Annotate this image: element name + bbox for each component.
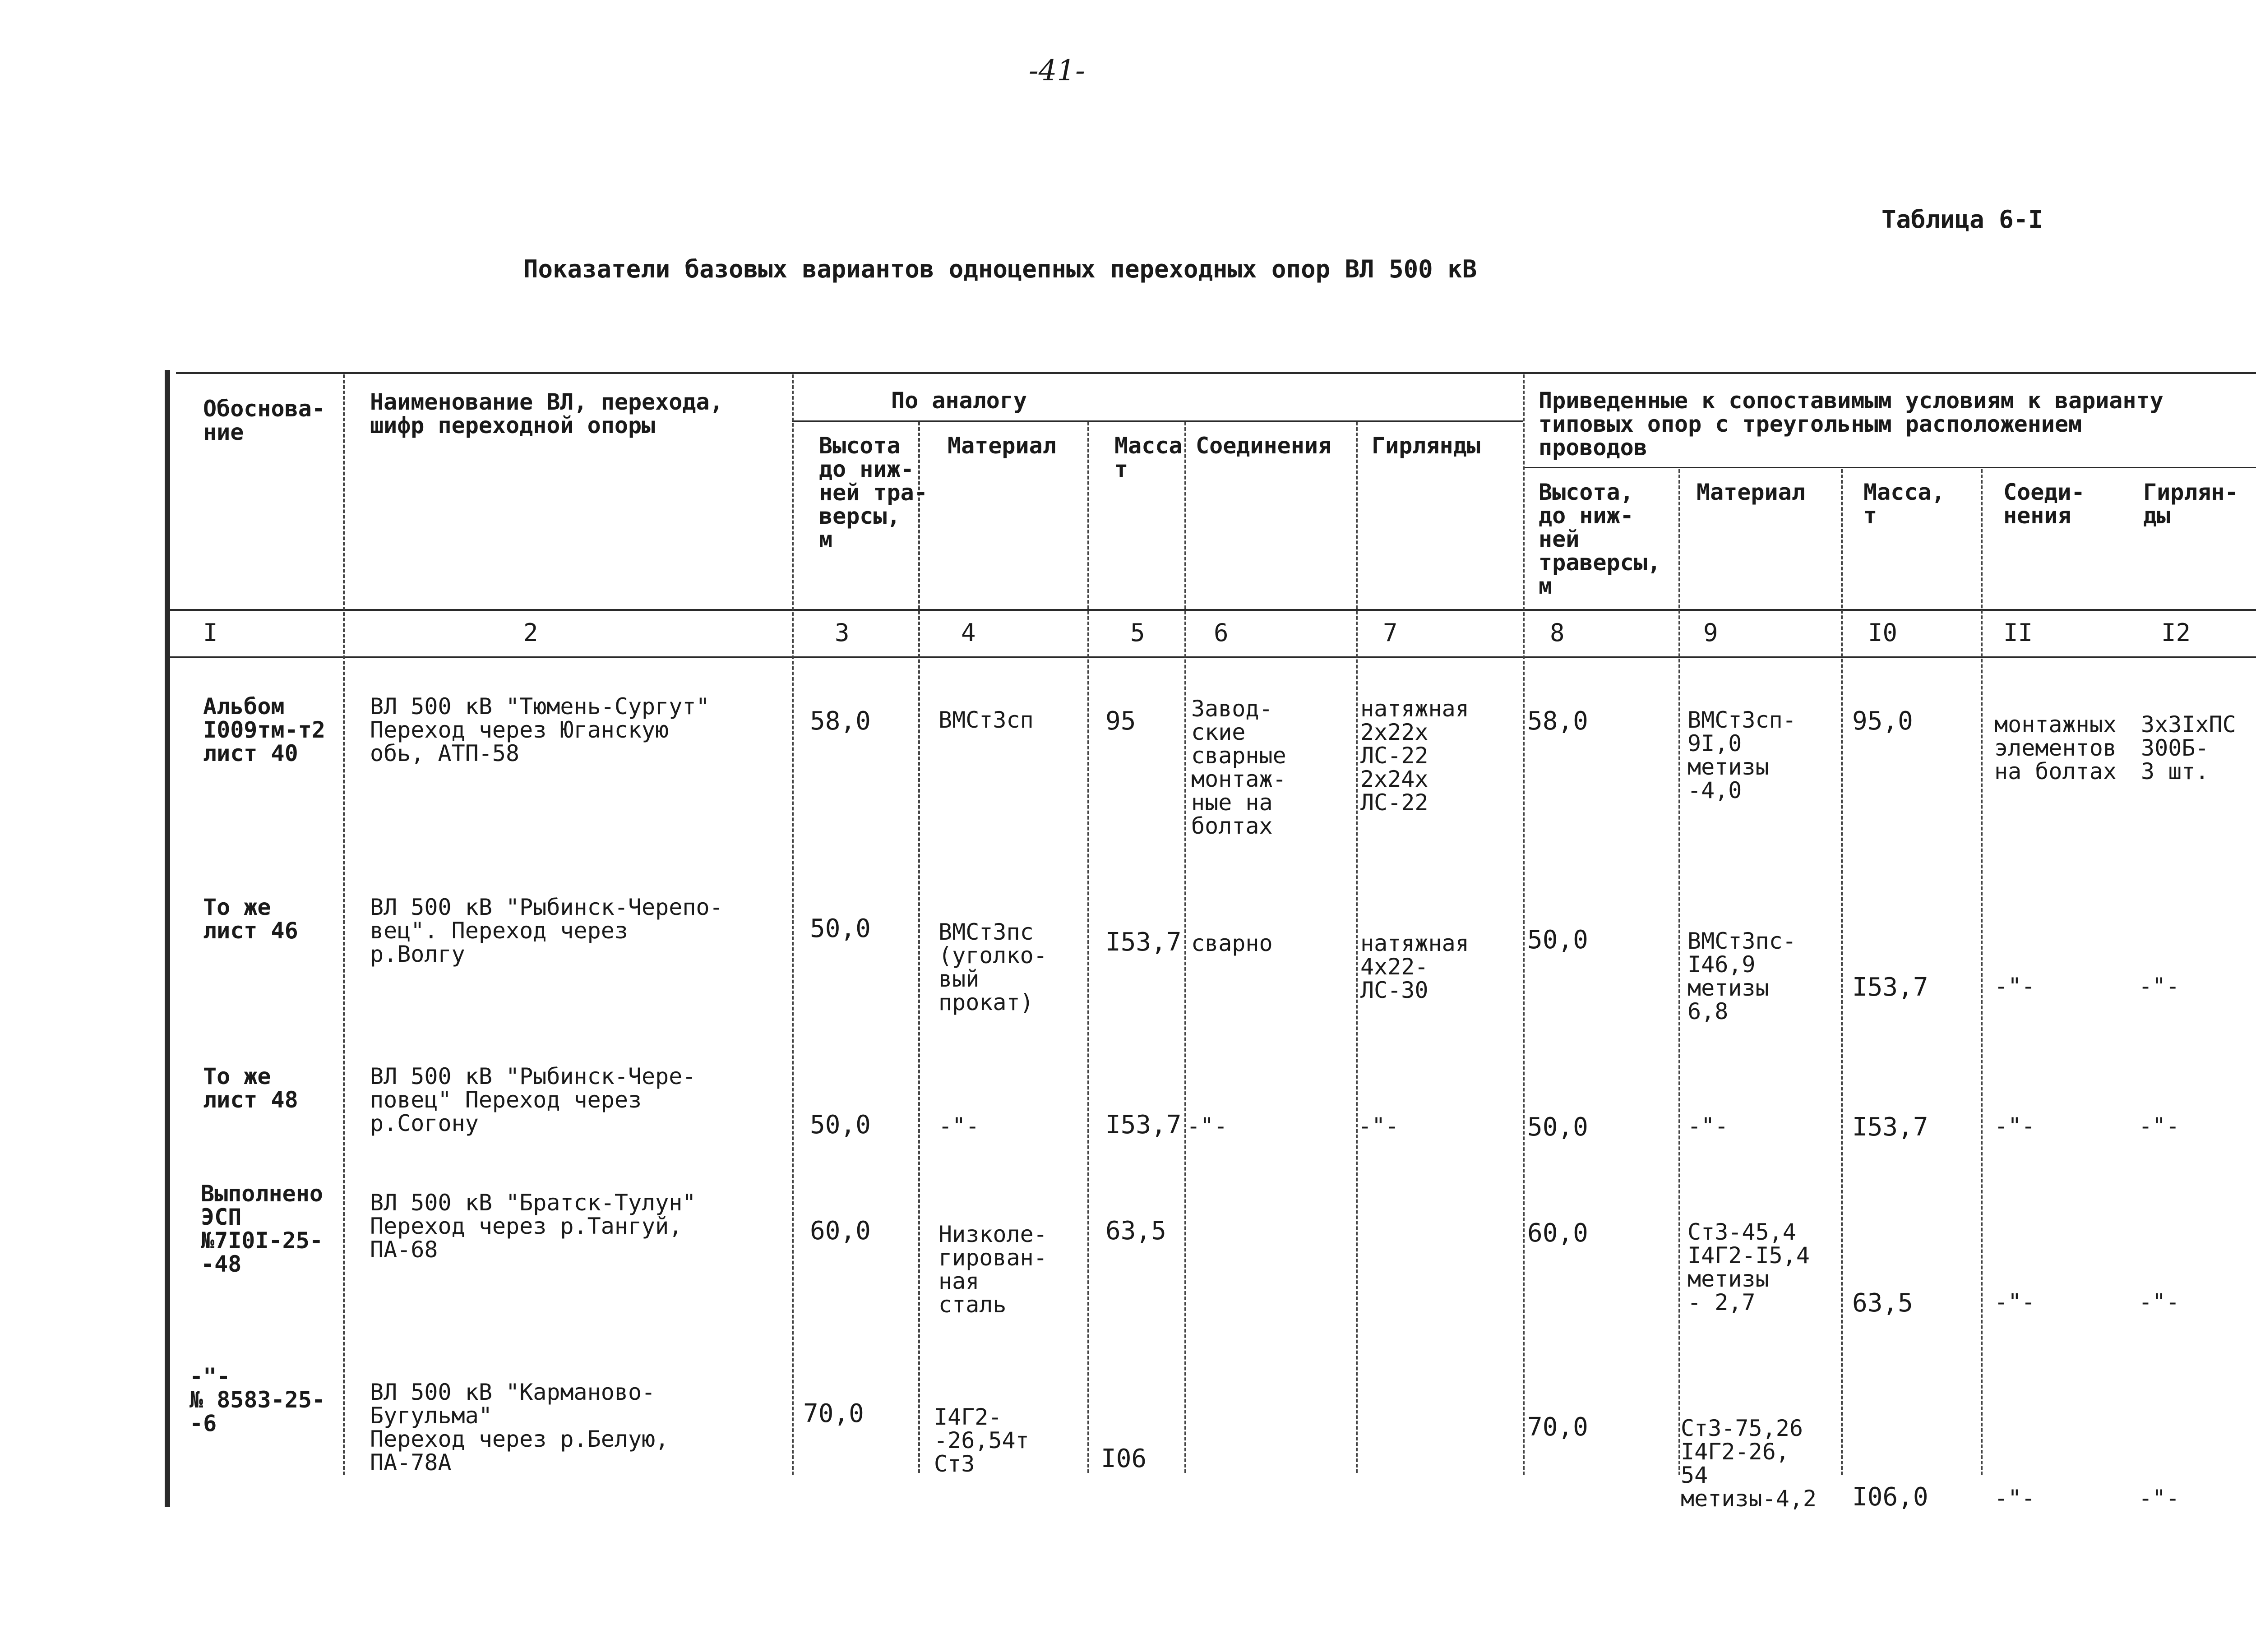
cell-material: ВМСт3сп — [938, 707, 1034, 733]
analog-subheader-rule — [792, 420, 1523, 422]
cell-material: I4Г2- -26,54т Ст3 — [934, 1404, 1029, 1477]
col-number-9: 9 — [1703, 618, 1718, 647]
cell-material: -"- — [938, 1113, 980, 1139]
cell-mass: I53,7 — [1105, 1110, 1182, 1140]
cell-r-joints: -"- — [1994, 1113, 2035, 1139]
cell-height: 70,0 — [803, 1399, 864, 1428]
col-divider-8 — [1678, 469, 1680, 1475]
table-title: Показатели базовых вариантов одноцепных переходных опор ВЛ 500 кВ — [523, 255, 1477, 283]
col-divider-7 — [1523, 374, 1525, 1475]
col-number-12: I2 — [2161, 618, 2191, 647]
left-border — [165, 370, 170, 1507]
cell-material: ВМСт3пс (уголко- вый прокат) — [938, 919, 1047, 1015]
header-r-material: Материал — [1697, 479, 1805, 505]
cell-mass: I53,7 — [1105, 928, 1182, 957]
cell-garlands: натяжная 4х22- ЛС-30 — [1360, 930, 1469, 1003]
col-number-4: 4 — [961, 618, 976, 647]
col-number-8: 8 — [1550, 618, 1565, 647]
cell-r-mass: I53,7 — [1852, 1112, 1928, 1142]
col-divider-3 — [918, 422, 920, 1473]
cell-basis: То же лист 48 — [203, 1063, 298, 1113]
header-r-garlands: Гирлян- ды — [2143, 479, 2238, 529]
cell-height: 50,0 — [810, 1110, 871, 1140]
col-divider-10 — [1981, 469, 1983, 1475]
cell-r-height: 50,0 — [1527, 1112, 1588, 1142]
header-joints: Соединения — [1196, 433, 1332, 459]
number-row-rule — [169, 656, 2256, 658]
cell-r-joints: -"- — [1994, 1289, 2035, 1315]
col-number-6: 6 — [1214, 618, 1229, 647]
cell-garlands: натяжная 2х22х ЛС-22 2х24х ЛС-22 — [1360, 696, 1469, 816]
cell-joints: Завод- ские сварные монтаж- ные на болтах — [1191, 696, 1286, 839]
col-number-10: I0 — [1868, 618, 1898, 647]
reduced-subheader-rule — [1523, 467, 2256, 468]
page-number: -41- — [1029, 54, 1085, 88]
cell-r-height: 60,0 — [1527, 1218, 1588, 1248]
cell-mass: I06 — [1101, 1444, 1147, 1473]
cell-height: 60,0 — [810, 1216, 871, 1246]
cell-garlands: -"- — [1358, 1113, 1399, 1139]
col-number-1: I — [203, 618, 218, 647]
col-number-2: 2 — [523, 618, 538, 647]
cell-r-mass: 95,0 — [1852, 706, 1913, 736]
cell-r-material: ВМСт3пс- I46,9 метизы 6,8 — [1687, 928, 1796, 1024]
cell-r-mass: I53,7 — [1852, 973, 1928, 1002]
header-material: Материал — [948, 433, 1056, 459]
cell-r-mass: I06,0 — [1852, 1482, 1928, 1512]
cell-name: ВЛ 500 кВ "Рыбинск-Чере- повец" Переход через р.Согону — [370, 1063, 696, 1136]
header-name: Наименование ВЛ, перехода, шифр переходной опоры — [370, 389, 723, 438]
col-number-7: 7 — [1383, 618, 1398, 647]
col-divider-1 — [343, 374, 345, 1475]
cell-r-garlands: -"- — [2139, 973, 2180, 999]
cell-name: ВЛ 500 кВ "Тюмень-Сургут" Переход через Юганскую обь, АТП-58 — [370, 693, 710, 766]
cell-name: ВЛ 500 кВ "Рыбинск-Черепо- вец". Переход через р.Волгу — [370, 894, 723, 967]
cell-name: ВЛ 500 кВ "Братск-Тулун" Переход через р.Тангуй, ПА-68 — [370, 1190, 696, 1263]
header-r-height: Высота, до ниж- ней траверсы, м — [1539, 479, 1661, 599]
cell-r-height: 58,0 — [1527, 706, 1588, 736]
col-divider-2 — [792, 374, 794, 1475]
cell-joints: сварно — [1191, 930, 1273, 956]
cell-r-material: Ст3-45,4 I4Г2-I5,4 метизы - 2,7 — [1687, 1219, 1810, 1315]
cell-basis: То же лист 46 — [203, 894, 298, 944]
cell-mass: 63,5 — [1105, 1216, 1166, 1246]
col-number-11: II — [2003, 618, 2033, 647]
cell-basis: -"- № 8583-25- -6 — [190, 1363, 326, 1436]
header-bottom-rule — [169, 609, 2256, 611]
table-label: Таблица 6-I — [1882, 205, 2043, 234]
col-number-3: 3 — [835, 618, 850, 647]
top-rule — [176, 372, 2256, 374]
cell-r-height: 50,0 — [1527, 925, 1588, 955]
header-r-mass: Масса, т — [1863, 479, 1945, 529]
cell-mass: 95 — [1105, 706, 1136, 736]
cell-r-joints: -"- — [1994, 973, 2035, 999]
cell-r-material: -"- — [1687, 1113, 1729, 1139]
cell-basis: Альбом I009тм-т2 лист 40 — [203, 693, 325, 766]
cell-r-garlands: -"- — [2139, 1289, 2180, 1315]
cell-height: 50,0 — [810, 914, 871, 943]
cell-r-height: 70,0 — [1527, 1412, 1588, 1442]
header-height: Высота до ниж- ней тра- версы, м — [819, 433, 928, 553]
cell-height: 58,0 — [810, 706, 871, 736]
cell-r-material: ВМСт3сп- 9I,0 метизы -4,0 — [1687, 707, 1796, 803]
header-mass: Масса т — [1114, 433, 1183, 482]
col-divider-6 — [1356, 422, 1358, 1473]
cell-r-mass: 63,5 — [1852, 1288, 1913, 1318]
header-basis: Обоснова- ние — [203, 396, 325, 445]
cell-basis: Выполнено ЭСП №7I0I-25- -48 — [201, 1181, 323, 1277]
col-divider-5 — [1184, 422, 1186, 1473]
col-divider-9 — [1841, 469, 1843, 1475]
header-analog-group: По аналогу — [891, 388, 1027, 414]
col-number-5: 5 — [1130, 618, 1145, 647]
cell-r-garlands: -"- — [2139, 1113, 2180, 1139]
cell-name: ВЛ 500 кВ "Карманово- Бугульма" Переход через р.Белую, ПА-78А — [370, 1379, 669, 1476]
header-r-joints: Соеди- нения — [2003, 479, 2085, 529]
cell-r-garlands: -"- — [2139, 1485, 2180, 1511]
cell-r-joints: -"- — [1994, 1485, 2035, 1511]
cell-joints: -"- — [1187, 1113, 1228, 1139]
cell-r-garlands: 3х3IхПС 300Б- 3 шт. — [2141, 711, 2236, 784]
cell-r-joints: монтажных элементов на болтах — [1994, 711, 2117, 784]
col-divider-4 — [1087, 422, 1089, 1473]
cell-r-material: Ст3-75,26 I4Г2-26, 54 метизы-4,2 — [1681, 1415, 1817, 1512]
cell-material: Низколе- гирован- ная сталь — [938, 1221, 1047, 1318]
header-garlands: Гирлянды — [1372, 433, 1480, 459]
header-reduced-group: Приведенные к сопоставимым условиям к варианту типовых опор с треугольным расположением проводов — [1539, 388, 2164, 461]
